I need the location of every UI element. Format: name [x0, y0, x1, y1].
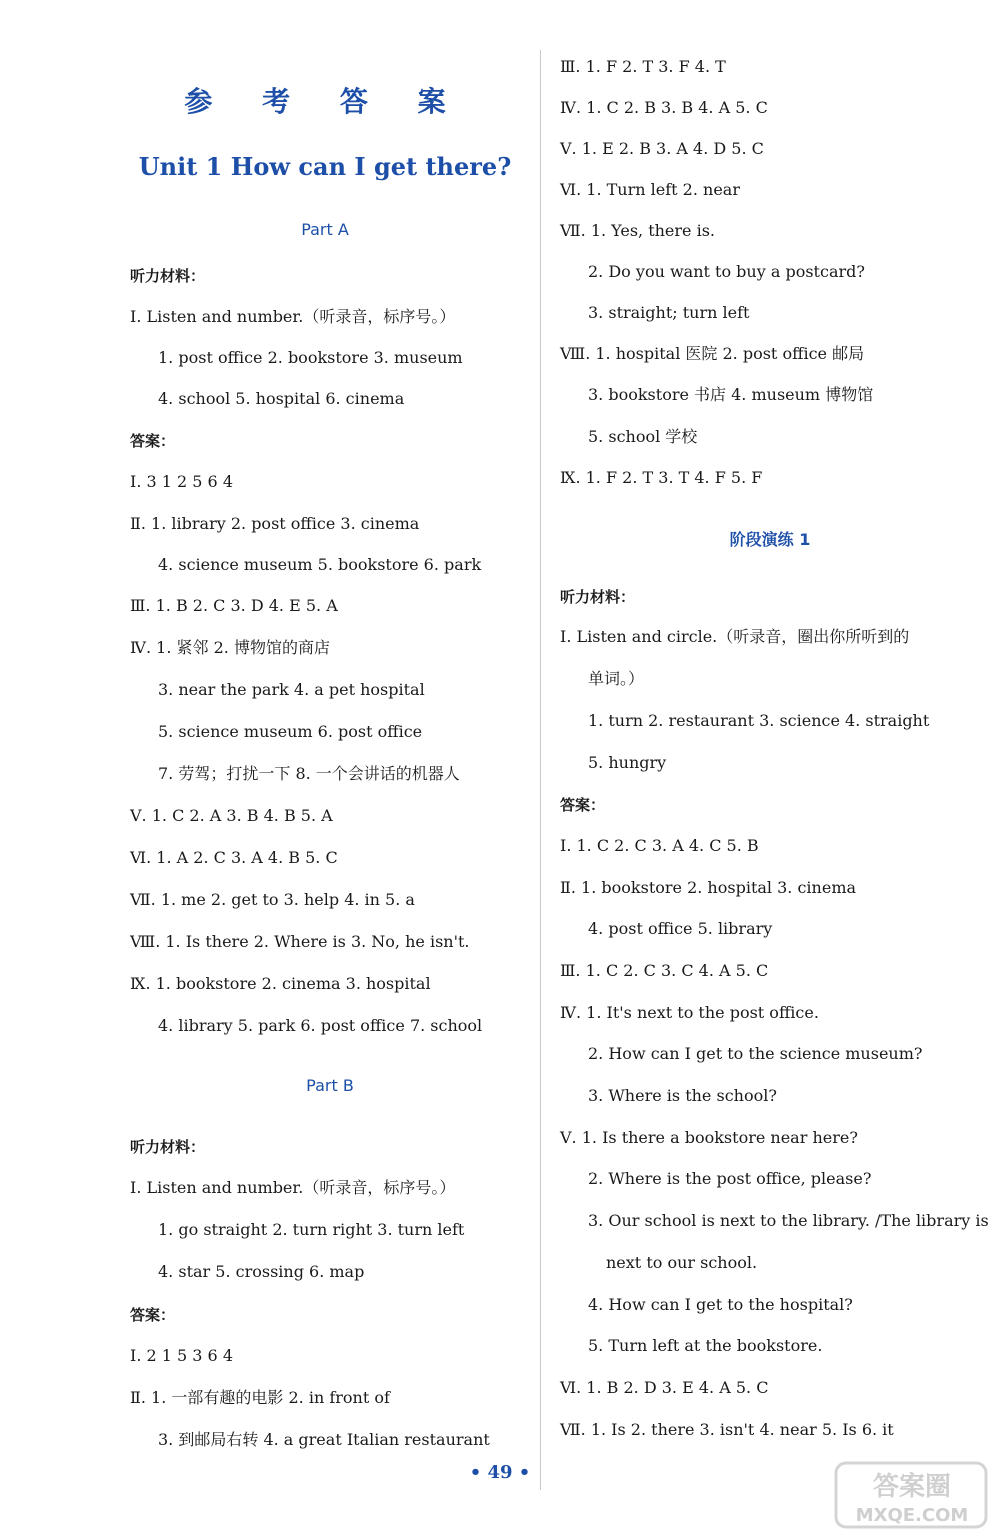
- answer-line: Ⅰ. Listen and circle.（听录音，圈出你所听到的: [560, 627, 910, 646]
- answer-line: Ⅶ. 1. Yes, there is.: [560, 221, 716, 240]
- answer-line: 3. Our school is next to the library. /The library is: [588, 1211, 989, 1230]
- answer-line: 4. star 5. crossing 6. map: [158, 1262, 365, 1281]
- unit-title: Unit 1 How can I get there?: [138, 152, 512, 181]
- answer-line: Ⅸ. 1. F 2. T 3. T 4. F 5. F: [560, 468, 763, 487]
- answer-line: 3. Where is the school?: [588, 1086, 777, 1105]
- answer-line: Ⅱ. 1. 一部有趣的电影 2. in front of: [130, 1388, 390, 1407]
- answer-line: Ⅷ. 1. Is there 2. Where is 3. No, he isn't.: [130, 932, 470, 951]
- answer-line: Ⅲ. 1. C 2. C 3. C 4. A 5. C: [560, 961, 769, 980]
- svg-text:答案圈: 答案圈: [872, 1472, 952, 1502]
- answer-line: 3. straight; turn left: [588, 303, 750, 322]
- answer-line: 单词。）: [588, 669, 645, 688]
- answers-label: 答案：: [560, 796, 606, 814]
- column-divider: [540, 50, 541, 1490]
- listening-label: 听力材料：: [560, 588, 636, 606]
- answer-line: Ⅲ. 1. B 2. C 3. D 4. E 5. A: [130, 596, 338, 615]
- answer-line: Ⅵ. 1. A 2. C 3. A 4. B 5. C: [130, 848, 338, 867]
- answer-line: Ⅴ. 1. Is there a bookstore near here?: [560, 1128, 858, 1147]
- answer-line: 1. post office 2. bookstore 3. museum: [158, 348, 463, 367]
- answer-line: Ⅰ. 1. C 2. C 3. A 4. C 5. B: [560, 836, 759, 855]
- answer-line: Ⅸ. 1. bookstore 2. cinema 3. hospital: [130, 974, 431, 993]
- watermark-logo: [832, 1459, 992, 1533]
- answer-line: Ⅷ. 1. hospital 医院 2. post office 邮局: [560, 344, 865, 363]
- answer-line: 3. near the park 4. a pet hospital: [158, 680, 425, 699]
- listening-label: 听力材料：: [130, 1138, 206, 1156]
- page-title: 参 考 答 案: [184, 85, 466, 118]
- answer-line: 7. 劳驾；打扰一下 8. 一个会讲话的机器人: [158, 764, 460, 783]
- answer-line: 5. school 学校: [588, 427, 698, 446]
- answer-line: Ⅶ. 1. Is 2. there 3. isn't 4. near 5. Is 6. it: [560, 1420, 894, 1439]
- answer-line: Ⅰ. Listen and number.（听录音，标序号。）: [130, 307, 456, 326]
- part-a-heading: Part A: [301, 220, 349, 239]
- answer-line: Ⅵ. 1. B 2. D 3. E 4. A 5. C: [560, 1378, 769, 1397]
- answer-line: 4. How can I get to the hospital?: [588, 1295, 853, 1314]
- answer-line: Ⅱ. 1. library 2. post office 3. cinema: [130, 514, 420, 533]
- answer-line: 5. hungry: [588, 753, 667, 772]
- answer-line: Ⅴ. 1. C 2. A 3. B 4. B 5. A: [130, 806, 333, 825]
- answer-line: 3. bookstore 书店 4. museum 博物馆: [588, 385, 874, 404]
- answer-line: 5. science museum 6. post office: [158, 722, 423, 741]
- answer-line: Ⅶ. 1. me 2. get to 3. help 4. in 5. a: [130, 890, 415, 909]
- answer-line: Ⅳ. 1. 紧邻 2. 博物馆的商店: [130, 638, 330, 657]
- svg-text:MXQE.COM: MXQE.COM: [855, 1505, 969, 1526]
- answer-line: 1. turn 2. restaurant 3. science 4. straight: [588, 711, 930, 730]
- answer-line: Ⅱ. 1. bookstore 2. hospital 3. cinema: [560, 878, 857, 897]
- answer-line: 1. go straight 2. turn right 3. turn left: [158, 1220, 465, 1239]
- answer-line: 4. science museum 5. bookstore 6. park: [158, 555, 482, 574]
- answer-line: Ⅲ. 1. F 2. T 3. F 4. T: [560, 57, 726, 76]
- answer-line: Ⅳ. 1. C 2. B 3. B 4. A 5. C: [560, 98, 768, 117]
- answer-line: Ⅳ. 1. It's next to the post office.: [560, 1003, 819, 1022]
- answer-line: 2. Do you want to buy a postcard?: [588, 262, 865, 281]
- answers-label: 答案：: [130, 432, 176, 450]
- watermark-graphic: [832, 1459, 992, 1533]
- answer-line: Ⅵ. 1. Turn left 2. near: [560, 180, 740, 199]
- page-number: • 49 •: [469, 1462, 531, 1483]
- answer-line: 2. Where is the post office, please?: [588, 1169, 872, 1188]
- answer-line: 4. library 5. park 6. post office 7. school: [158, 1016, 483, 1035]
- part-b-heading: Part B: [306, 1076, 354, 1095]
- answer-line: 2. How can I get to the science museum?: [588, 1044, 923, 1063]
- answer-line: Ⅰ. 3 1 2 5 6 4: [130, 472, 233, 491]
- listening-label: 听力材料：: [130, 267, 206, 285]
- answers-label: 答案：: [130, 1306, 176, 1324]
- answer-line: 5. Turn left at the bookstore.: [588, 1336, 823, 1355]
- answer-line: Ⅴ. 1. E 2. B 3. A 4. D 5. C: [560, 139, 764, 158]
- answer-line: 4. post office 5. library: [588, 919, 773, 938]
- answer-line: next to our school.: [606, 1253, 758, 1272]
- answer-line: Ⅰ. 2 1 5 3 6 4: [130, 1346, 233, 1365]
- answer-line: 3. 到邮局右转 4. a great Italian restaurant: [158, 1430, 490, 1449]
- answer-line: 4. school 5. hospital 6. cinema: [158, 389, 405, 408]
- stage-practice-heading: 阶段演练 1: [729, 530, 811, 549]
- answer-line: Ⅰ. Listen and number.（听录音，标序号。）: [130, 1178, 456, 1197]
